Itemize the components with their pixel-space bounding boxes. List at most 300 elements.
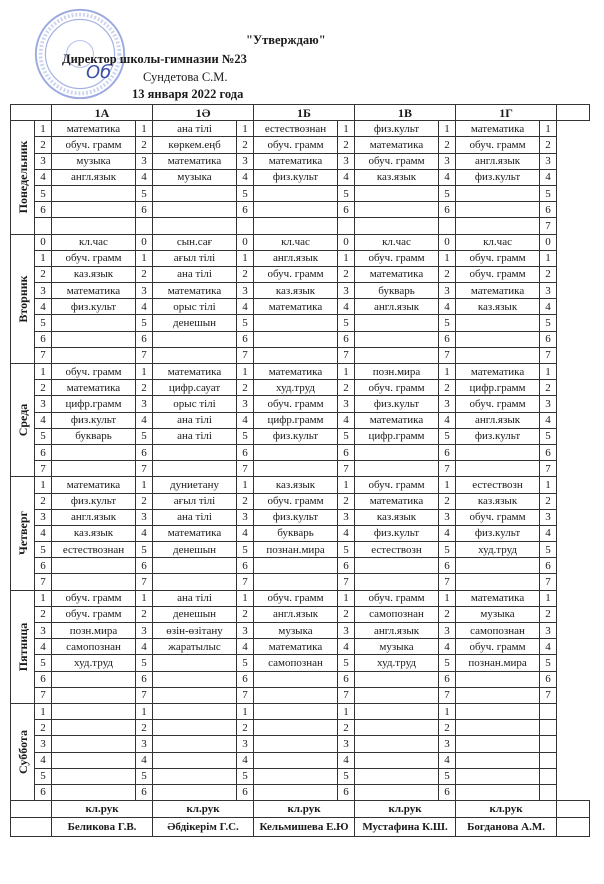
lesson-number: 3 <box>338 396 355 412</box>
lesson-number: 7 <box>439 574 456 590</box>
lesson-number: 5 <box>338 315 355 331</box>
lesson-number: 5 <box>35 542 52 558</box>
lesson-number: 3 <box>136 623 153 639</box>
lesson-number: 3 <box>35 283 52 299</box>
lesson-number: 3 <box>439 153 456 169</box>
lesson-number: 3 <box>237 153 254 169</box>
lesson-number: 3 <box>338 283 355 299</box>
lesson-number: 3 <box>237 283 254 299</box>
subject-cell <box>456 703 540 719</box>
subject-cell: каз.язык <box>355 169 439 185</box>
lesson-number: 7 <box>35 687 52 703</box>
lesson-number: 7 <box>35 461 52 477</box>
subject-cell <box>52 752 136 768</box>
lesson-number: 2 <box>338 606 355 622</box>
lesson-row <box>11 752 590 768</box>
lesson-number: 2 <box>35 266 52 282</box>
lesson-row <box>11 671 590 687</box>
subject-cell: сын.сағ <box>153 234 237 250</box>
subject-cell: ана тілі <box>153 121 237 137</box>
lesson-number: 7 <box>338 461 355 477</box>
lesson-row <box>11 542 590 558</box>
lesson-number: 4 <box>338 639 355 655</box>
lesson-number: 1 <box>237 703 254 719</box>
lesson-number: 0 <box>35 234 52 250</box>
lesson-number: 4 <box>35 752 52 768</box>
lesson-number: 4 <box>439 299 456 315</box>
lesson-number: 3 <box>237 396 254 412</box>
lesson-number-end <box>540 736 557 752</box>
lesson-number-end: 7 <box>540 687 557 703</box>
subject-cell <box>355 574 439 590</box>
subject-cell <box>254 347 338 363</box>
subject-cell: худ.труд <box>254 380 338 396</box>
class-teacher-name: Мустафина К.Ш. <box>355 818 456 837</box>
lesson-number: 3 <box>237 509 254 525</box>
lesson-row <box>11 137 590 153</box>
lesson-number: 5 <box>35 315 52 331</box>
lesson-number-end: 3 <box>540 396 557 412</box>
lesson-number-end: 6 <box>540 671 557 687</box>
lesson-number: 3 <box>35 509 52 525</box>
subject-cell <box>254 574 338 590</box>
subject-cell: кл.час <box>355 234 439 250</box>
subject-cell <box>254 736 338 752</box>
subject-cell <box>254 703 338 719</box>
subject-cell: математика <box>254 153 338 169</box>
subject-cell <box>254 218 338 234</box>
subject-cell <box>254 784 338 800</box>
lesson-number: 4 <box>136 299 153 315</box>
subject-cell: математика <box>456 590 540 606</box>
subject-cell: худ.труд <box>52 655 136 671</box>
lesson-number: 1 <box>35 250 52 266</box>
lesson-number-end: 2 <box>540 606 557 622</box>
subject-cell <box>355 218 439 234</box>
lesson-number: 7 <box>439 687 456 703</box>
lesson-number: 5 <box>338 768 355 784</box>
subject-cell <box>153 703 237 719</box>
subject-cell <box>153 671 237 687</box>
lesson-number-end <box>540 752 557 768</box>
subject-cell: физ.культ <box>355 525 439 541</box>
subject-cell: англ.язык <box>52 169 136 185</box>
lesson-number: 4 <box>439 525 456 541</box>
subject-cell: цифр.грамм <box>254 412 338 428</box>
lesson-row <box>11 509 590 525</box>
subject-cell: музыка <box>254 623 338 639</box>
subject-cell <box>456 461 540 477</box>
lesson-number: 2 <box>439 493 456 509</box>
subject-cell: англ.язык <box>355 299 439 315</box>
lesson-row <box>11 364 590 380</box>
lesson-number: 2 <box>338 137 355 153</box>
subject-cell: обуч. грамм <box>355 250 439 266</box>
subject-cell <box>456 784 540 800</box>
lesson-number: 4 <box>35 639 52 655</box>
subject-cell: букварь <box>254 525 338 541</box>
lesson-number <box>338 218 355 234</box>
lesson-number: 2 <box>136 266 153 282</box>
lesson-number: 2 <box>237 137 254 153</box>
lesson-number: 3 <box>439 623 456 639</box>
lesson-number: 4 <box>35 169 52 185</box>
subject-cell <box>355 331 439 347</box>
subject-cell: математика <box>254 639 338 655</box>
lesson-row <box>11 461 590 477</box>
lesson-number: 5 <box>136 542 153 558</box>
signature: Об <box>86 62 112 83</box>
subject-cell <box>153 784 237 800</box>
subject-cell <box>254 671 338 687</box>
lesson-number: 6 <box>439 331 456 347</box>
subject-cell <box>52 574 136 590</box>
lesson-number-end: 7 <box>540 218 557 234</box>
lesson-number <box>136 218 153 234</box>
lesson-row <box>11 606 590 622</box>
lesson-number: 3 <box>338 736 355 752</box>
lesson-number: 1 <box>237 250 254 266</box>
subject-cell <box>153 218 237 234</box>
subject-cell: обуч. грамм <box>456 266 540 282</box>
lesson-number-end: 5 <box>540 542 557 558</box>
subject-cell: физ.культ <box>254 509 338 525</box>
lesson-number: 7 <box>35 574 52 590</box>
lesson-number: 5 <box>439 655 456 671</box>
lesson-number: 3 <box>136 736 153 752</box>
subject-cell <box>456 768 540 784</box>
lesson-number-end: 1 <box>540 477 557 493</box>
lesson-number: 5 <box>35 428 52 444</box>
footer-corner <box>11 801 52 818</box>
lesson-row <box>11 720 590 736</box>
subject-cell: познан.мира <box>456 655 540 671</box>
lesson-number: 3 <box>35 623 52 639</box>
subject-cell <box>153 768 237 784</box>
subject-cell: обуч. грамм <box>456 639 540 655</box>
subject-cell <box>355 461 439 477</box>
lesson-number: 3 <box>136 396 153 412</box>
subject-cell: көркем.еңб <box>153 137 237 153</box>
lesson-number: 4 <box>338 525 355 541</box>
approval-date: 13 января 2022 года <box>132 87 244 101</box>
subject-cell: обуч. грамм <box>355 153 439 169</box>
lesson-number: 5 <box>439 185 456 201</box>
lesson-number: 7 <box>338 347 355 363</box>
subject-cell: обуч. грамм <box>254 493 338 509</box>
lesson-number: 1 <box>439 590 456 606</box>
subject-cell: физ.культ <box>456 525 540 541</box>
lesson-row <box>11 185 590 201</box>
subject-cell <box>254 315 338 331</box>
subject-cell: денешын <box>153 606 237 622</box>
subject-cell: математика <box>153 364 237 380</box>
schedule-table <box>10 104 590 837</box>
subject-cell: худ.труд <box>355 655 439 671</box>
lesson-number: 3 <box>136 153 153 169</box>
lesson-row <box>11 250 590 266</box>
subject-cell: обуч. грамм <box>456 396 540 412</box>
lesson-number: 1 <box>35 121 52 137</box>
lesson-number: 6 <box>35 784 52 800</box>
lesson-number-end: 1 <box>540 364 557 380</box>
lesson-number: 4 <box>237 169 254 185</box>
subject-cell <box>52 784 136 800</box>
subject-cell: физ.культ <box>355 396 439 412</box>
subject-cell: цифр.грамм <box>456 380 540 396</box>
subject-cell: обуч. грамм <box>355 590 439 606</box>
lesson-number: 2 <box>439 720 456 736</box>
lesson-number: 4 <box>136 169 153 185</box>
end-header <box>557 105 590 121</box>
lesson-number: 6 <box>338 331 355 347</box>
subject-cell <box>456 720 540 736</box>
subject-cell: физ.культ <box>456 169 540 185</box>
lesson-row <box>11 687 590 703</box>
lesson-number: 7 <box>35 347 52 363</box>
subject-cell <box>153 655 237 671</box>
subject-cell: каз.язык <box>52 266 136 282</box>
lesson-number: 2 <box>136 720 153 736</box>
lesson-number: 4 <box>136 525 153 541</box>
lesson-number: 5 <box>136 655 153 671</box>
lesson-number-end: 2 <box>540 137 557 153</box>
day-name: Четверг <box>15 511 30 556</box>
lesson-number: 1 <box>338 121 355 137</box>
subject-cell: самопознан <box>456 623 540 639</box>
lesson-number: 5 <box>338 185 355 201</box>
subject-cell <box>254 720 338 736</box>
lesson-number-end: 3 <box>540 283 557 299</box>
lesson-row <box>11 153 590 169</box>
lesson-number: 2 <box>338 380 355 396</box>
lesson-number: 6 <box>136 671 153 687</box>
lesson-number: 4 <box>439 752 456 768</box>
lesson-number: 7 <box>439 347 456 363</box>
lesson-number: 1 <box>237 590 254 606</box>
subject-cell: ана тілі <box>153 428 237 444</box>
lesson-number-end: 5 <box>540 315 557 331</box>
lesson-number: 4 <box>338 299 355 315</box>
subject-cell <box>456 736 540 752</box>
lesson-number-end: 6 <box>540 558 557 574</box>
lesson-number: 0 <box>338 234 355 250</box>
lesson-number <box>237 218 254 234</box>
lesson-number-end: 3 <box>540 153 557 169</box>
lesson-row <box>11 315 590 331</box>
lesson-number: 2 <box>338 720 355 736</box>
subject-cell <box>254 202 338 218</box>
lesson-number: 2 <box>35 720 52 736</box>
lesson-number: 6 <box>439 671 456 687</box>
lesson-number: 2 <box>35 493 52 509</box>
class-teacher-name: Богданова А.М. <box>456 818 557 837</box>
lesson-number: 2 <box>35 137 52 153</box>
subject-cell: кл.час <box>52 234 136 250</box>
subject-cell: математика <box>52 477 136 493</box>
subject-cell <box>456 218 540 234</box>
subject-cell: математика <box>153 153 237 169</box>
lesson-number: 6 <box>237 331 254 347</box>
subject-cell: обуч. грамм <box>52 590 136 606</box>
lesson-number: 6 <box>136 202 153 218</box>
subject-cell: математика <box>254 364 338 380</box>
subject-cell: математика <box>355 493 439 509</box>
day-name: Суббота <box>15 730 30 774</box>
lesson-number: 4 <box>237 412 254 428</box>
lesson-number: 6 <box>35 202 52 218</box>
subject-cell: ағыл тілі <box>153 250 237 266</box>
subject-cell: каз.язык <box>254 477 338 493</box>
lesson-number: 6 <box>237 444 254 460</box>
subject-cell: математика <box>254 299 338 315</box>
lesson-row <box>11 202 590 218</box>
lesson-number: 5 <box>338 655 355 671</box>
class-teacher-label: кл.рук <box>153 801 254 818</box>
lesson-number: 4 <box>439 412 456 428</box>
subject-cell <box>456 671 540 687</box>
subject-cell <box>355 736 439 752</box>
subject-cell <box>456 558 540 574</box>
subject-cell <box>153 752 237 768</box>
lesson-number: 1 <box>35 364 52 380</box>
lesson-number: 1 <box>237 121 254 137</box>
lesson-number: 1 <box>136 590 153 606</box>
subject-cell <box>355 202 439 218</box>
subject-cell: ана тілі <box>153 412 237 428</box>
subject-cell: букварь <box>52 428 136 444</box>
subject-cell <box>254 558 338 574</box>
subject-cell: физ.культ <box>52 412 136 428</box>
subject-cell <box>52 703 136 719</box>
lesson-number: 1 <box>136 121 153 137</box>
subject-cell <box>153 331 237 347</box>
subject-cell: музыка <box>456 606 540 622</box>
lesson-number: 2 <box>35 380 52 396</box>
lesson-number: 1 <box>35 703 52 719</box>
lesson-row <box>11 218 590 234</box>
lesson-number: 7 <box>338 574 355 590</box>
lesson-number-end: 6 <box>540 444 557 460</box>
lesson-number: 3 <box>338 623 355 639</box>
lesson-number: 1 <box>35 590 52 606</box>
lesson-number: 4 <box>35 299 52 315</box>
subject-cell <box>153 202 237 218</box>
subject-cell <box>254 461 338 477</box>
subject-cell <box>153 736 237 752</box>
lesson-row <box>11 493 590 509</box>
lesson-number: 5 <box>136 185 153 201</box>
subject-cell: цифр.грамм <box>355 428 439 444</box>
day-name: Понедельник <box>15 141 30 214</box>
lesson-number: 2 <box>439 380 456 396</box>
lesson-number: 3 <box>439 509 456 525</box>
class-teacher-name: Әбдікерім Г.С. <box>153 818 254 837</box>
subject-cell <box>355 185 439 201</box>
lesson-number: 1 <box>136 477 153 493</box>
subject-cell <box>52 347 136 363</box>
lesson-number: 5 <box>136 315 153 331</box>
approve-label: "Утверждаю" <box>246 33 326 47</box>
subject-cell <box>355 315 439 331</box>
subject-cell <box>52 768 136 784</box>
subject-cell <box>456 347 540 363</box>
footer-end <box>557 801 590 818</box>
subject-cell: естествознан <box>52 542 136 558</box>
subject-cell: өзін-өзітану <box>153 623 237 639</box>
subject-cell: каз.язык <box>355 509 439 525</box>
lesson-number: 6 <box>136 331 153 347</box>
lesson-number-end: 4 <box>540 525 557 541</box>
class-teacher-name: Кельмишева Е.Ю <box>254 818 355 837</box>
director-name: Сундетова С.М. <box>143 70 228 84</box>
lesson-number: 3 <box>237 736 254 752</box>
lesson-number: 6 <box>237 784 254 800</box>
subject-cell: обуч. грамм <box>355 380 439 396</box>
lesson-row <box>11 703 590 719</box>
lesson-number: 2 <box>439 137 456 153</box>
lesson-number: 4 <box>35 525 52 541</box>
lesson-number: 3 <box>237 623 254 639</box>
lesson-number: 1 <box>35 477 52 493</box>
subject-cell <box>52 671 136 687</box>
class-header: 1В <box>355 105 456 121</box>
lesson-number-end: 2 <box>540 380 557 396</box>
subject-cell: обуч. грамм <box>254 396 338 412</box>
subject-cell <box>254 444 338 460</box>
lesson-number: 1 <box>439 364 456 380</box>
lesson-number: 4 <box>439 169 456 185</box>
subject-cell <box>355 720 439 736</box>
lesson-row <box>11 590 590 606</box>
lesson-number: 2 <box>136 493 153 509</box>
subject-cell <box>456 185 540 201</box>
lesson-number-end <box>540 703 557 719</box>
lesson-number: 1 <box>338 250 355 266</box>
lesson-number: 3 <box>338 153 355 169</box>
lesson-number: 5 <box>439 768 456 784</box>
subject-cell: естествозн <box>355 542 439 558</box>
subject-cell <box>52 202 136 218</box>
lesson-number-end: 0 <box>540 234 557 250</box>
lesson-number: 5 <box>338 542 355 558</box>
subject-cell: каз.язык <box>456 299 540 315</box>
lesson-row <box>11 299 590 315</box>
lesson-row <box>11 736 590 752</box>
subject-cell: физ.культ <box>52 299 136 315</box>
subject-cell <box>355 703 439 719</box>
subject-cell: кл.час <box>254 234 338 250</box>
lesson-row <box>11 121 590 137</box>
subject-cell <box>153 461 237 477</box>
subject-cell: самопознан <box>355 606 439 622</box>
subject-cell <box>355 444 439 460</box>
lesson-number: 4 <box>136 412 153 428</box>
lesson-number: 7 <box>136 574 153 590</box>
subject-cell <box>355 671 439 687</box>
lesson-number: 7 <box>237 687 254 703</box>
lesson-number-end: 7 <box>540 461 557 477</box>
lesson-number-end: 7 <box>540 574 557 590</box>
lesson-number: 5 <box>35 768 52 784</box>
lesson-number <box>439 218 456 234</box>
lesson-number: 5 <box>237 428 254 444</box>
class-teacher-label: кл.рук <box>52 801 153 818</box>
lesson-number: 2 <box>237 720 254 736</box>
subject-cell <box>254 768 338 784</box>
subject-cell <box>52 331 136 347</box>
lesson-number: 6 <box>338 558 355 574</box>
